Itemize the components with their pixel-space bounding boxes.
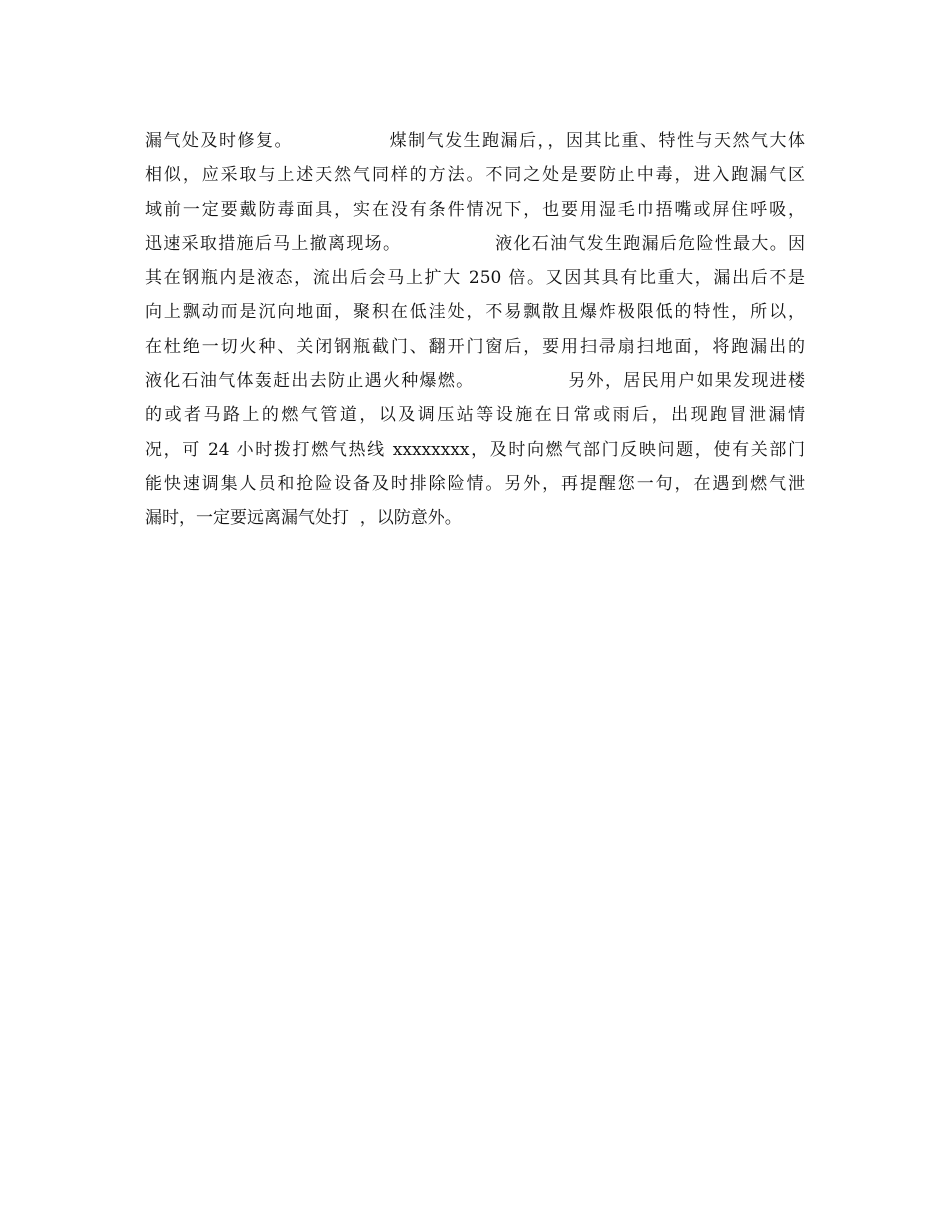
text-line-1: 漏气处及时修复。 煤制气发生跑漏后，，因其比重、特性与天然气大体: [145, 131, 805, 151]
text-line-12: 漏时，一定要远离漏气处打 ，以防意外。: [145, 508, 462, 529]
text-line-8: 液化石油气体轰赶出去防止遇火种爆燃。 另外，居民用户如果发现进楼: [145, 371, 805, 392]
text-line-11: 能快速调集人员和抢险设备及时排除险情。另外，再提醒您一句，在遇到燃气泄: [145, 473, 805, 494]
text-line-3: 域前一定要戴防毒面具，实在没有条件情况下，也要用湿毛巾捂嘴或屏住呼吸，: [145, 199, 805, 220]
text-line-7: 在杜绝一切火种、关闭钢瓶截门、翻开门窗后，要用扫帚扇扫地面，将跑漏出的: [145, 336, 805, 357]
body-text: [145, 124, 805, 536]
text-line-2: 相似，应采取与上述天然气同样的方法。不同之处是要防止中毒，进入跑漏气区: [145, 165, 805, 186]
text-line-10: 况，可 24 小时拨打燃气热线 xxxxxxxx，及时向燃气部门反映问题，使有关部门: [145, 439, 805, 460]
text-line-5: 其在钢瓶内是液态，流出后会马上扩大 250 倍。又因其具有比重大，漏出后不是: [145, 268, 805, 289]
text-line-9: 的或者马路上的燃气管道，以及调压站等设施在日常或雨后，出现跑冒泄漏情: [145, 405, 805, 426]
text-line-6: 向上飘动而是沉向地面，聚积在低洼处，不易飘散且爆炸极限低的特性，所以，: [145, 302, 805, 323]
text-line-4: 迅速采取措施后马上撤离现场。 液化石油气发生跑漏后危险性最大。因: [145, 233, 805, 254]
